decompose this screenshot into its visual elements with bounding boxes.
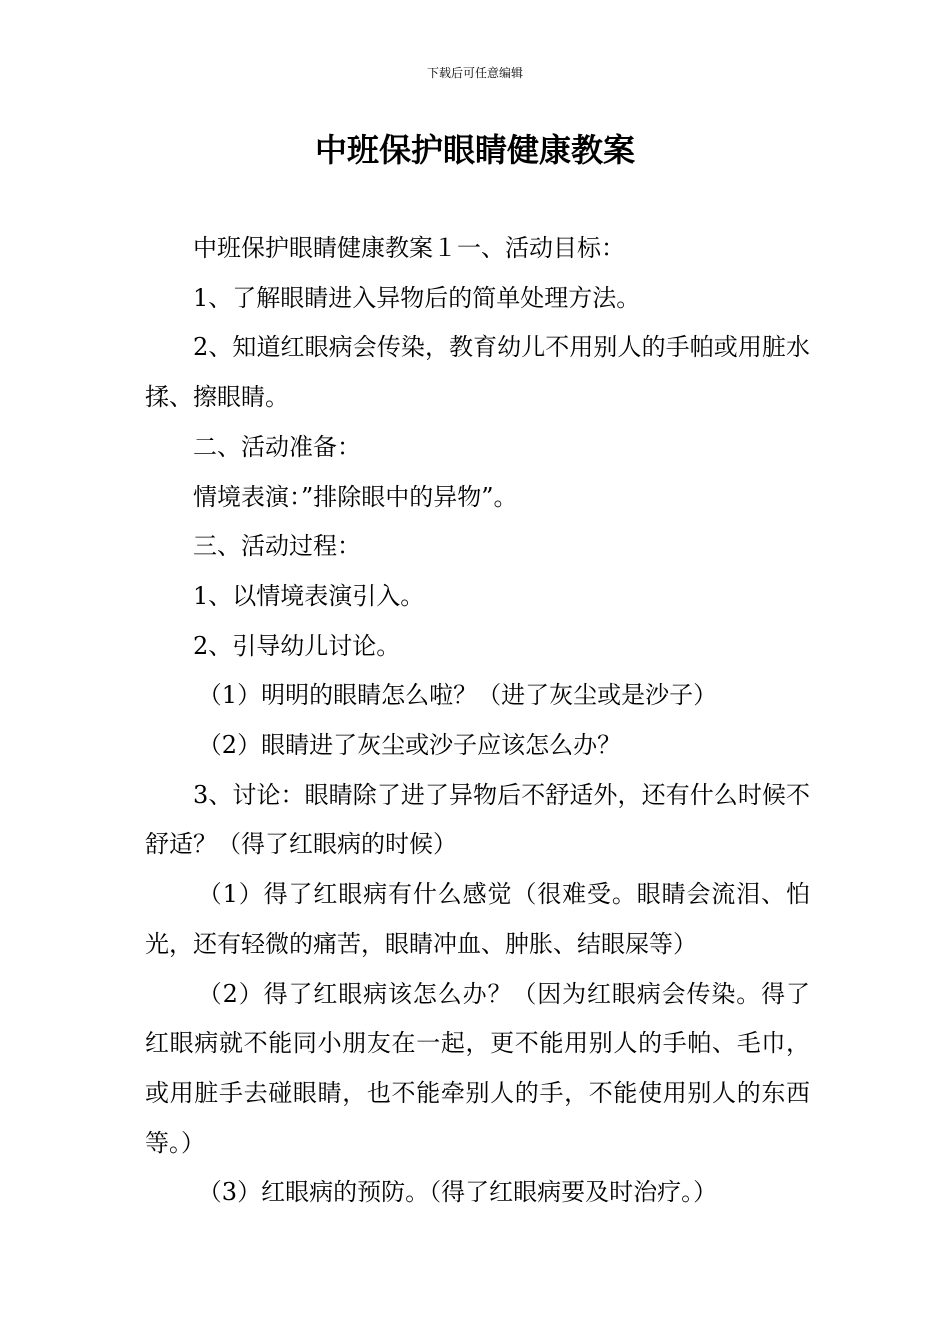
- section-heading-process: 三、活动过程：: [193, 532, 361, 561]
- paragraph-step-3-q1: （1）得了红眼病有什么感觉（很难受。眼睛会流泪、怕光，还有轻微的痛苦，眼睛冲血、肿胀、结眼屎等）: [145, 880, 810, 958]
- paragraph-step-3-q3: （3）红眼病的预防。（得了红眼病要及时治疗。）: [197, 1178, 718, 1207]
- paragraph-goal-1: 1、了解眼睛进入异物后的简单处理方法。: [193, 283, 641, 312]
- section-heading-preparation: 二、活动准备：: [193, 432, 361, 461]
- document-body: [145, 224, 810, 1218]
- document-title: 中班保护眼睛健康教案: [314, 131, 635, 169]
- paragraph-step-3-q2: （2）得了红眼病该怎么办？（因为红眼病会传染。得了红眼病就不能同小朋友在一起，更不能用别人的手帕、毛巾，或用脏手去碰眼睛，也不能牵别人的手，不能使用别人的东西等。）: [145, 979, 810, 1157]
- header-note: 下载后可任意编辑: [426, 66, 523, 80]
- paragraph-step-2-q1: （1）明明的眼睛怎么啦？（进了灰尘或是沙子）: [197, 681, 718, 710]
- paragraph-step-2-q2: （2）眼睛进了灰尘或沙子应该怎么办？: [197, 731, 622, 760]
- paragraph-step-3: 3、讨论：眼睛除了进了异物后不舒适外，还有什么时候不舒适？（得了红眼病的时候）: [145, 780, 810, 859]
- paragraph-preparation: 情境表演：”排除眼中的异物”。: [193, 482, 518, 511]
- paragraph-step-2: 2、引导幼儿讨论。: [193, 631, 401, 660]
- paragraph-intro-goals: 中班保护眼睛健康教案１一、活动目标：: [193, 234, 625, 262]
- paragraph-step-1: 1、以情境表演引入。: [193, 581, 425, 610]
- paragraph-goal-2: 2、知道红眼病会传染，教育幼儿不用别人的手帕或用脏水揉、擦眼睛。: [145, 333, 810, 412]
